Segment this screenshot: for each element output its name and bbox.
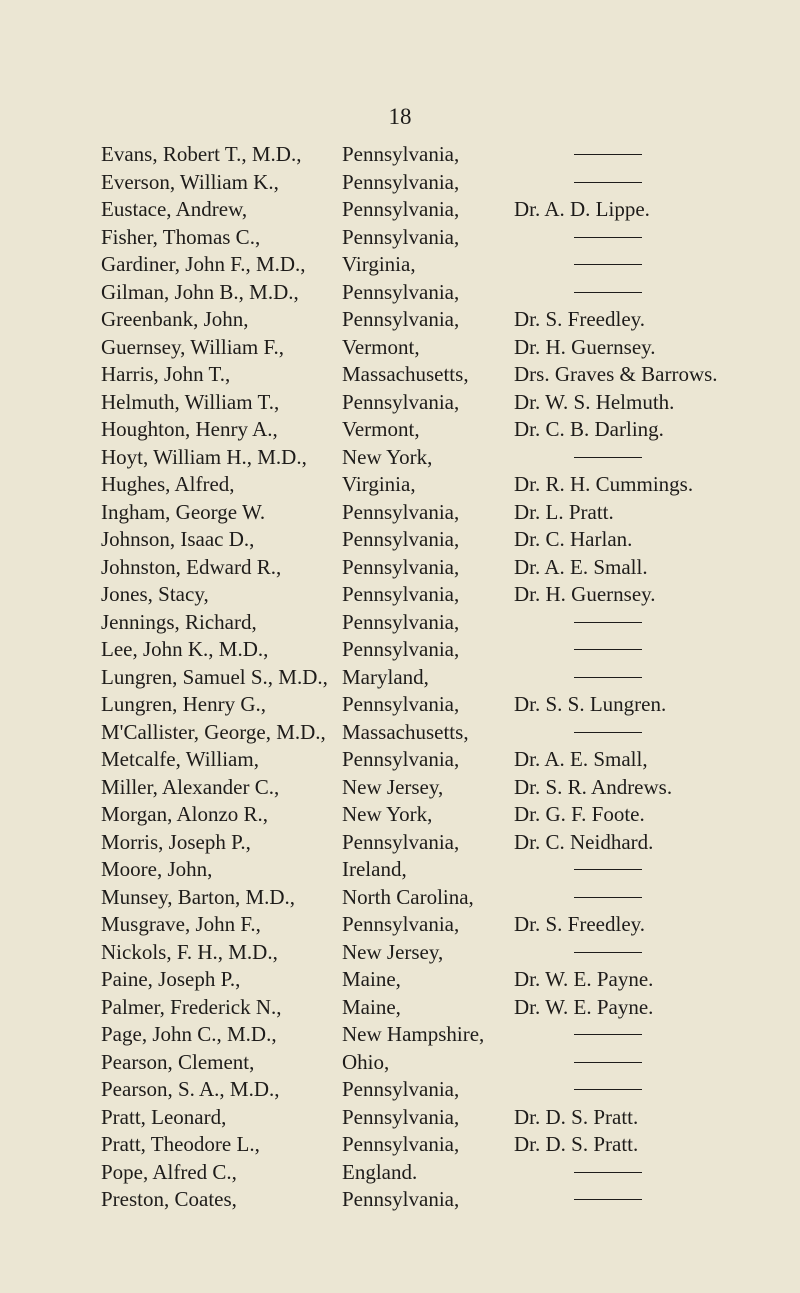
student-residence: Pennsylvania, <box>342 1077 460 1101</box>
preceptor-name: Dr. D. S. Pratt. <box>514 1104 639 1129</box>
list-item <box>0 224 800 252</box>
blank-dash <box>574 677 642 678</box>
student-name: Houghton, Henry A., <box>101 417 278 441</box>
student-residence: Pennsylvania, <box>342 169 460 194</box>
student-name: Gilman, John B., M.D., <box>101 279 299 304</box>
student-name: Johnston, Edward R., <box>101 554 282 579</box>
student-residence: Ohio, <box>342 1049 390 1074</box>
list-item <box>0 994 800 1022</box>
blank-dash <box>574 264 642 265</box>
blank-dash <box>574 897 642 898</box>
blank-dash <box>574 182 642 183</box>
student-name: Fisher, Thomas C., <box>101 224 261 249</box>
student-residence: Pennsylvania, <box>342 499 460 524</box>
preceptor-name: Dr. C. B. Darling. <box>514 417 664 441</box>
student-name: Jones, Stacy, <box>101 582 209 606</box>
preceptor-name: Dr. G. F. Foote. <box>514 802 645 826</box>
student-name: Hoyt, William H., M.D., <box>101 444 307 469</box>
student-list <box>0 141 800 1214</box>
blank-dash <box>574 1062 642 1063</box>
student-name: Helmuth, William T., <box>101 389 280 414</box>
list-item <box>0 884 800 912</box>
student-name: Guernsey, William F., <box>101 334 284 359</box>
preceptor-name: Dr. A. E. Small. <box>514 554 648 579</box>
list-item <box>0 856 800 884</box>
student-name: Nickols, F. H., M.D., <box>101 939 278 964</box>
list-item <box>0 334 800 362</box>
student-name: Lungren, Henry G., <box>101 692 267 716</box>
list-item <box>0 911 800 939</box>
student-name: Moore, John, <box>101 857 213 881</box>
student-name: Pratt, Theodore L., <box>101 1132 260 1156</box>
blank-dash <box>574 869 642 870</box>
student-name: Ingham, George W. <box>101 499 266 524</box>
preceptor-name: Dr. W. S. Helmuth. <box>514 389 675 414</box>
list-item <box>0 1159 800 1187</box>
list-item <box>0 389 800 417</box>
student-name: Johnson, Isaac D., <box>101 527 255 551</box>
list-item <box>0 691 800 719</box>
student-residence: Pennsylvania, <box>342 609 460 634</box>
student-residence: Pennsylvania, <box>342 279 460 304</box>
student-residence: Vermont, <box>342 417 420 441</box>
student-name: Miller, Alexander C., <box>101 774 280 799</box>
preceptor-name: Dr. H. Guernsey. <box>514 582 656 606</box>
student-residence: Pennsylvania, <box>342 912 460 936</box>
list-item <box>0 664 800 692</box>
student-residence: Ireland, <box>342 857 407 881</box>
student-residence: Pennsylvania, <box>342 307 460 331</box>
list-item <box>0 471 800 499</box>
preceptor-name: Dr. S. S. Lungren. <box>514 692 667 716</box>
student-residence: Maine, <box>342 967 401 991</box>
student-name: Palmer, Frederick N., <box>101 994 282 1019</box>
list-item <box>0 444 800 472</box>
list-item <box>0 361 800 389</box>
student-residence: Maryland, <box>342 664 429 689</box>
student-residence: Pennsylvania, <box>342 527 460 551</box>
student-residence: Massachusetts, <box>342 719 469 744</box>
student-name: Evans, Robert T., M.D., <box>101 142 302 166</box>
student-residence: Pennsylvania, <box>342 637 460 661</box>
list-item <box>0 719 800 747</box>
list-item <box>0 966 800 994</box>
preceptor-name: Dr. C. Harlan. <box>514 527 633 551</box>
blank-dash <box>574 732 642 733</box>
student-residence: Pennsylvania, <box>342 829 460 854</box>
list-item <box>0 829 800 857</box>
preceptor-name: Dr. L. Pratt. <box>514 499 614 524</box>
student-residence: Pennsylvania, <box>342 582 460 606</box>
student-residence: Vermont, <box>342 334 420 359</box>
preceptor-name: Dr. A. D. Lippe. <box>514 197 650 221</box>
blank-dash <box>574 1199 642 1200</box>
student-residence: Pennsylvania, <box>342 142 460 166</box>
preceptor-name: Dr. S. R. Andrews. <box>514 774 673 799</box>
list-item <box>0 1049 800 1077</box>
student-residence: Pennsylvania, <box>342 389 460 414</box>
blank-dash <box>574 649 642 650</box>
list-item <box>0 526 800 554</box>
student-name: Morris, Joseph P., <box>101 829 251 854</box>
preceptor-name: Dr. R. H. Cummings. <box>514 472 694 496</box>
student-residence: Pennsylvania, <box>342 1187 460 1211</box>
student-residence: Pennsylvania, <box>342 197 460 221</box>
blank-dash <box>574 1172 642 1173</box>
student-name: Page, John C., M.D., <box>101 1022 277 1046</box>
student-name: Pope, Alfred C., <box>101 1159 237 1184</box>
student-residence: New Jersey, <box>342 939 444 964</box>
blank-dash <box>574 457 642 458</box>
blank-dash <box>574 1034 642 1035</box>
blank-dash <box>574 952 642 953</box>
student-name: Everson, William K., <box>101 169 279 194</box>
list-item <box>0 306 800 334</box>
preceptor-name: Dr. H. Guernsey. <box>514 334 656 359</box>
student-name: Greenbank, John, <box>101 307 249 331</box>
preceptor-name: Drs. Graves & Barrows. <box>514 362 718 386</box>
list-item <box>0 801 800 829</box>
student-name: Preston, Coates, <box>101 1187 237 1211</box>
blank-dash <box>574 292 642 293</box>
list-item <box>0 636 800 664</box>
list-item <box>0 141 800 169</box>
list-item <box>0 609 800 637</box>
preceptor-name: Dr. A. E. Small, <box>514 747 648 771</box>
student-name: Gardiner, John F., M.D., <box>101 252 306 276</box>
student-name: Lee, John K., M.D., <box>101 637 269 661</box>
student-name: Pratt, Leonard, <box>101 1104 227 1129</box>
student-name: Pearson, Clement, <box>101 1049 255 1074</box>
student-residence: Virginia, <box>342 472 416 496</box>
list-item <box>0 939 800 967</box>
student-residence: New Jersey, <box>342 774 444 799</box>
list-item <box>0 554 800 582</box>
student-residence: Pennsylvania, <box>342 554 460 579</box>
page-number: 18 <box>388 104 412 129</box>
list-item <box>0 251 800 279</box>
list-item <box>0 1186 800 1214</box>
student-residence: North Carolina, <box>342 884 474 909</box>
list-item <box>0 774 800 802</box>
blank-dash <box>574 1089 642 1090</box>
preceptor-name: Dr. C. Neidhard. <box>514 829 654 854</box>
blank-dash <box>574 622 642 623</box>
student-name: Metcalfe, William, <box>101 747 259 771</box>
student-name: Morgan, Alonzo R., <box>101 802 269 826</box>
student-name: Harris, John T., <box>101 362 231 386</box>
student-residence: England. <box>342 1159 418 1184</box>
list-item <box>0 416 800 444</box>
student-residence: New York, <box>342 444 433 469</box>
student-residence: Maine, <box>342 994 401 1019</box>
preceptor-name: Dr. S. Freedley. <box>514 912 646 936</box>
list-item <box>0 746 800 774</box>
student-residence: Massachusetts, <box>342 362 469 386</box>
list-item <box>0 169 800 197</box>
list-item <box>0 196 800 224</box>
blank-dash <box>574 237 642 238</box>
list-item <box>0 1104 800 1132</box>
student-residence: Pennsylvania, <box>342 692 460 716</box>
student-residence: Pennsylvania, <box>342 1132 460 1156</box>
student-name: Pearson, S. A., M.D., <box>101 1077 280 1101</box>
student-name: Paine, Joseph P., <box>101 967 241 991</box>
list-item <box>0 581 800 609</box>
student-name: Eustace, Andrew, <box>101 197 248 221</box>
student-residence: New York, <box>342 802 433 826</box>
student-name: Lungren, Samuel S., M.D., <box>101 664 328 689</box>
student-name: Jennings, Richard, <box>101 609 257 634</box>
student-residence: Pennsylvania, <box>342 1104 460 1129</box>
student-name: M'Callister, George, M.D., <box>101 719 326 744</box>
list-item <box>0 1131 800 1159</box>
student-name: Musgrave, John F., <box>101 912 261 936</box>
preceptor-name: Dr. D. S. Pratt. <box>514 1132 639 1156</box>
list-item <box>0 1021 800 1049</box>
list-item <box>0 279 800 307</box>
preceptor-name: Dr. S. Freedley. <box>514 307 646 331</box>
student-name: Hughes, Alfred, <box>101 472 235 496</box>
list-item <box>0 499 800 527</box>
student-name: Munsey, Barton, M.D., <box>101 884 296 909</box>
preceptor-name: Dr. W. E. Payne. <box>514 967 654 991</box>
student-residence: Pennsylvania, <box>342 747 460 771</box>
list-item <box>0 1076 800 1104</box>
student-residence: Pennsylvania, <box>342 224 460 249</box>
preceptor-name: Dr. W. E. Payne. <box>514 994 654 1019</box>
student-residence: Virginia, <box>342 252 416 276</box>
blank-dash <box>574 154 642 155</box>
student-residence: New Hampshire, <box>342 1022 485 1046</box>
